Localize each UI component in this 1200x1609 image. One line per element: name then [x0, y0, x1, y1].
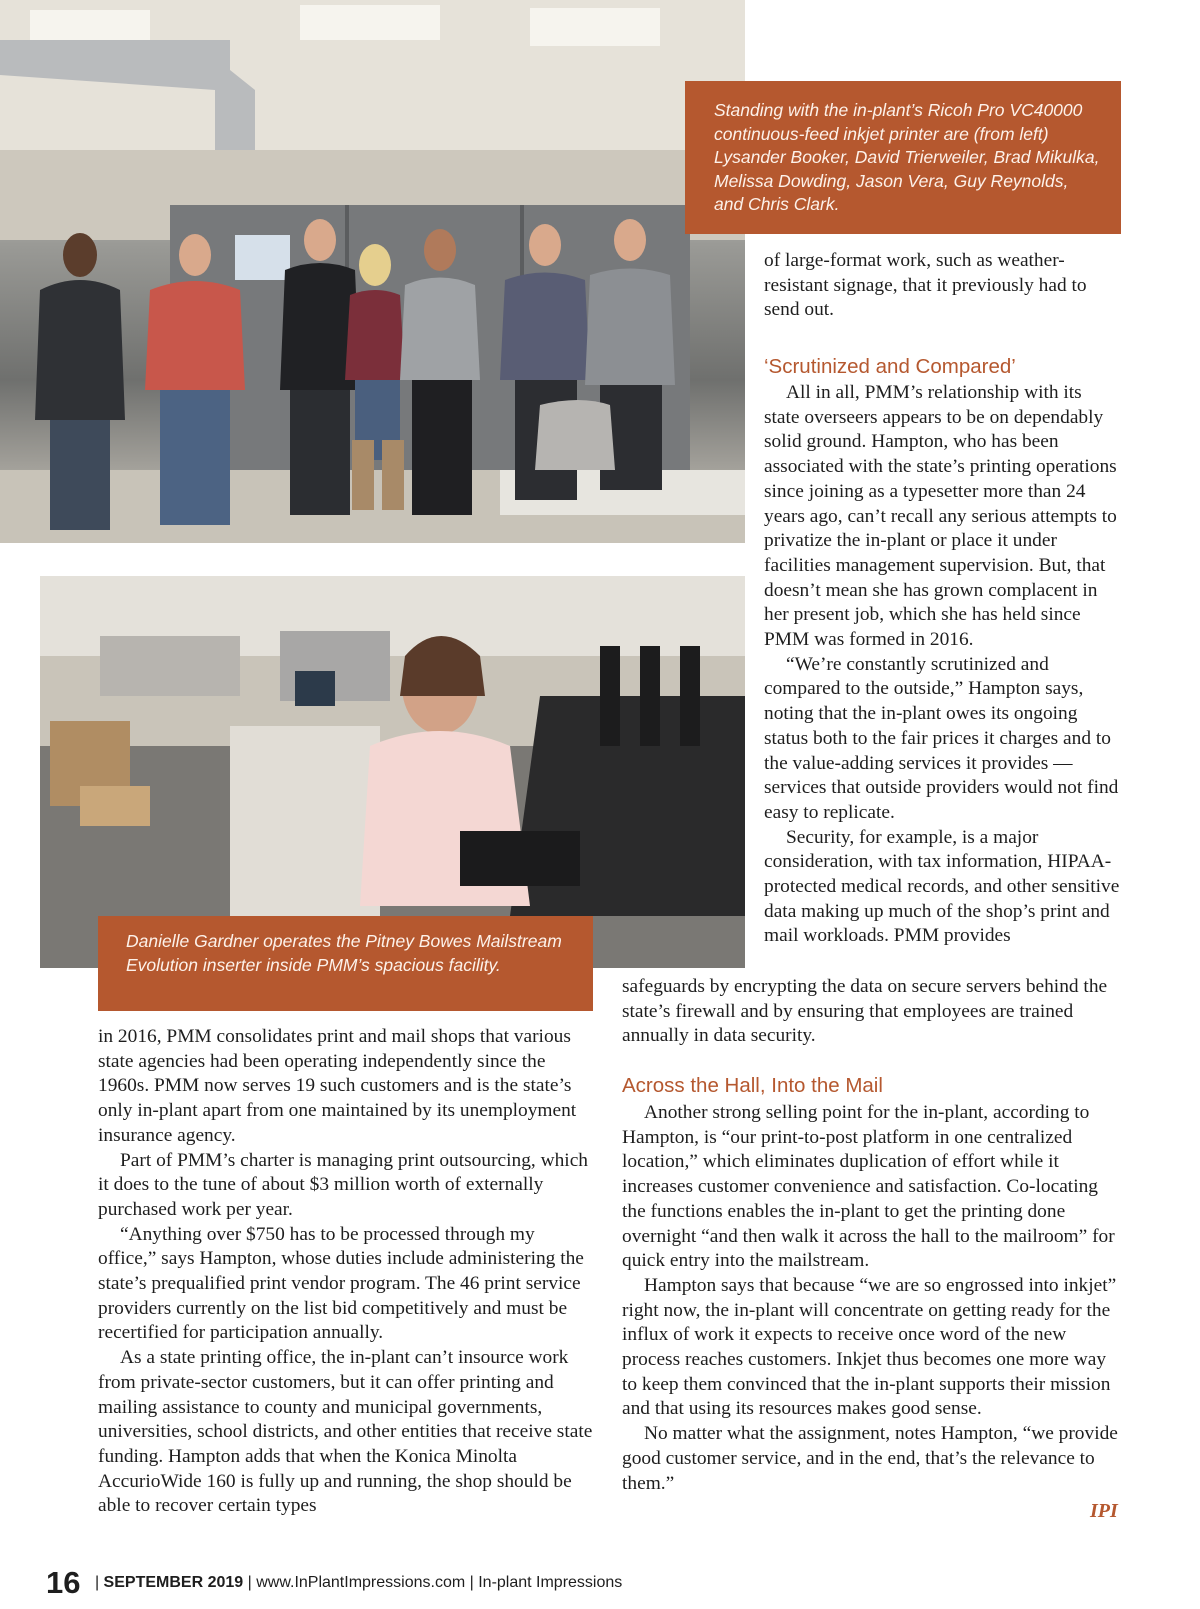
right-column-continued: [622, 975, 1122, 1049]
left-column-text: [98, 1025, 594, 1519]
intro-paragraph: of large-format work, such as weather-resistant signage, that it previously had to send out.: [764, 250, 1087, 321]
body-paragraph: No matter what the assignment, notes Hampton, “we provide good customer service, and in the end, that’s the relevance to them.”: [622, 1423, 1118, 1494]
ipi-signoff: IPI: [1090, 1500, 1118, 1522]
page-number: 16: [46, 1565, 81, 1600]
page-footer: 16 | SEPTEMBER 2019 | www.InPlantImpressions.com | In-plant Impressions: [46, 1565, 623, 1600]
body-paragraph: safeguards by encrypting the data on secure servers behind the state’s firewall and by ensuring that employees are trained annually in data security.: [622, 976, 1108, 1047]
right-column-top: [764, 249, 1120, 323]
issue-date: SEPTEMBER 2019: [103, 1574, 244, 1591]
group-photo-illustration: [0, 0, 745, 543]
section-heading-across-the-hall: Across the Hall, Into the Mail: [622, 1074, 883, 1097]
body-paragraph: in 2016, PMM consolidates print and mail shops that various state agencies had been operating independently since the 1960s. PMM now serves 19 such customers and is the state’s only in-plant apart from one maintained by its unemployment insurance agency.: [98, 1026, 577, 1146]
body-paragraph: Another strong selling point for the in-plant, according to Hampton, is “our print-to-post platform in one centralized location,” which eliminates duplication of effort while it increases customer convenience and satisfaction. Co-locating the functions enables the in-plant to get the printing done overnight “and then walk it across the hall to the mailroom” for quick entry into the mailstream.: [622, 1102, 1115, 1272]
inserter-photo-illustration: [40, 576, 745, 968]
top-photo-caption: Standing with the in-plant’s Ricoh Pro VC40000 continuous-feed inkjet printer are (from left) Lysander Booker, David Trierweiler, Brad Mikulka, Melissa Dowding, Jason Vera, Guy Reynolds, and Chris Clark.: [685, 81, 1121, 234]
body-paragraph: As a state printing office, the in-plant can’t insource work from private-sector customers, but it can offer printing and mailing assistance to county and municipal governments, universities, school districts, and other entities that receive state funding. Hampton adds that when the Konica Minolta AccurioWide 160 is fully up and running, the shop should be able to recover certain types: [98, 1347, 593, 1517]
inserter-photo: [40, 576, 745, 968]
section-heading-scrutinized: ‘Scrutinized and Compared’: [764, 355, 1016, 378]
right-column-section-2: [622, 1101, 1122, 1496]
body-paragraph: Hampton says that because “we are so engrossed into inkjet” right now, the in-plant will concentrate on getting ready for the influx of work it expects to receive once word of the new process reaches customers. Inkjet thus becomes one more way to keep them convinced that the in-plant supports their mission and that using its resources makes good sense.: [622, 1274, 1117, 1420]
body-paragraph: Part of PMM’s charter is managing print outsourcing, which it does to the tune of about $3 million worth of externally purchased work per year.: [98, 1149, 588, 1220]
footer-publication-info: | www.InPlantImpressions.com | In-plant Impressions: [247, 1574, 623, 1591]
right-column-section-1: [764, 381, 1122, 949]
body-paragraph: All in all, PMM’s relationship with its state overseers appears to be on dependably solid ground. Hampton, who has been associated with the state’s printing operations since joining as a typesetter more than 24 years ago, can’t recall any serious attempts to privatize the in-plant or place it under facilities management supervision. But, that doesn’t mean she has grown complacent in her present job, which she has held since PMM was formed in 2016.: [764, 382, 1117, 651]
bottom-photo-caption: Danielle Gardner operates the Pitney Bowes Mailstream Evolution inserter inside PMM’s spacious facility.: [98, 916, 593, 1011]
group-photo: [0, 0, 745, 543]
body-paragraph: Security, for example, is a major consideration, with tax information, HIPAA-protected medical records, and other sensitive data making up much of the shop’s print and mail workloads. PMM provides: [764, 826, 1120, 947]
body-paragraph: “We’re constantly scrutinized and compared to the outside,” Hampton says, noting that the in-plant owes its ongoing status both to the fair prices it charges and to the value-adding services it provides — services that outside providers would not find easy to replicate.: [764, 653, 1119, 823]
body-paragraph: “Anything over $750 has to be processed through my office,” says Hampton, whose duties include administering the state’s prequalified print vendor program. The 46 print service providers currently on the list bid competitively and must be recertified for participation annually.: [98, 1223, 584, 1344]
